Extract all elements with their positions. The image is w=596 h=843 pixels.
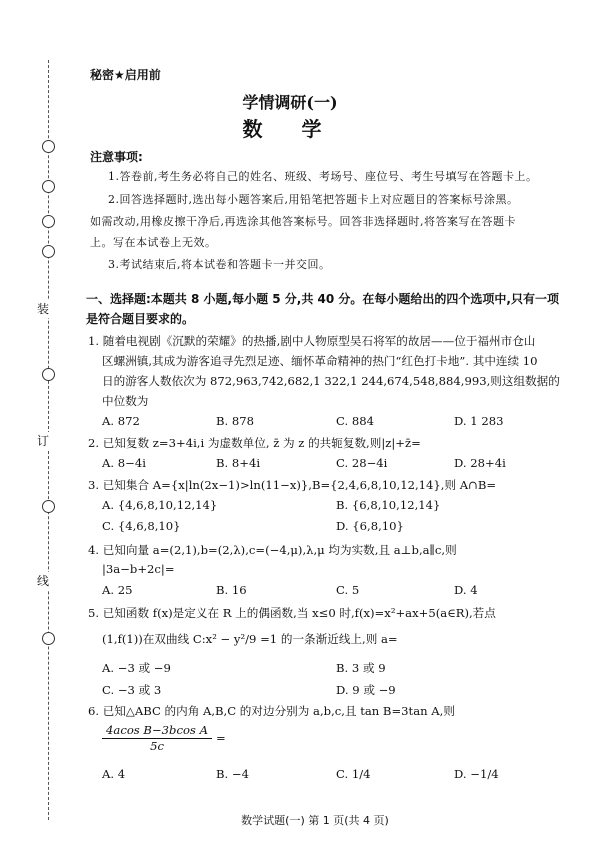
note-line: 上。写在本试卷上无效。 bbox=[90, 236, 217, 249]
section-heading: 是符合题目要求的。 bbox=[86, 312, 195, 326]
question-3-option-c: C. {4,6,8,10} bbox=[102, 519, 181, 533]
question-2-option-d: D. 28+4i bbox=[454, 456, 506, 470]
binding-margin bbox=[0, 0, 80, 843]
note-line: 2.回答选择题时,选出每小题答案后,用铅笔把答题卡上对应题目的答案标号涂黑。 bbox=[108, 193, 519, 206]
binding-hole bbox=[42, 368, 55, 381]
note-line: 如需改动,用橡皮擦干净后,再选涂其他答案标号。回答非选择题时,将答案写在答题卡 bbox=[90, 215, 516, 228]
binding-hole bbox=[42, 140, 55, 153]
question-2-option-c: C. 28−4i bbox=[336, 456, 388, 470]
question-1-text: 区螺洲镇,其成为游客追寻先烈足迹、缅怀革命精神的热门“红色打卡地”. 其中连续 10 bbox=[102, 354, 538, 368]
question-1-option-c: C. 884 bbox=[336, 414, 374, 428]
binding-hole bbox=[42, 632, 55, 645]
question-5-option-c: C. −3 或 3 bbox=[102, 683, 162, 697]
binding-char-zhuang: 装 bbox=[37, 302, 50, 316]
question-1-option-b: B. 878 bbox=[216, 414, 255, 428]
page-footer: 数学试题(一) 第 1 页(共 4 页) bbox=[241, 814, 389, 827]
question-1-text: 1. 随着电视剧《沉默的荣耀》的热播,剧中人物原型吴石将军的故居——位于福州市仓山 bbox=[88, 334, 536, 348]
section-heading: 一、选择题:本题共 8 小题,每小题 5 分,共 40 分。在每小题给出的四个选项中,只有一项 bbox=[86, 292, 559, 306]
question-6-option-d: D. −1/4 bbox=[454, 767, 499, 781]
binding-char-ding: 订 bbox=[37, 434, 50, 448]
question-1-option-a: A. 872 bbox=[102, 414, 140, 428]
question-3-text: 3. 已知集合 A={x|ln(2x−1)>ln(11−x)},B={2,4,6,8,10,12,14},则 A∩B= bbox=[88, 478, 497, 492]
question-3-option-d: D. {6,8,10} bbox=[336, 519, 404, 533]
question-1-text: 中位数为 bbox=[102, 394, 149, 408]
question-2-text: 2. 已知复数 z=3+4i,i 为虚数单位, z̄ 为 z 的共轭复数,则|z|+z̄= bbox=[88, 436, 421, 450]
question-6-denominator: 5c bbox=[150, 739, 164, 753]
question-1-option-d: D. 1 283 bbox=[454, 414, 504, 428]
question-4-text: |3a−b+2c|= bbox=[102, 562, 175, 576]
question-2-option-b: B. 8+4i bbox=[216, 456, 261, 470]
exam-title: 学情调研(一) bbox=[242, 93, 338, 112]
question-4-option-c: C. 5 bbox=[336, 583, 360, 597]
note-line: 3.考试结束后,将本试卷和答题卡一并交回。 bbox=[108, 258, 331, 271]
question-5-text: (1,f(1))在双曲线 C:x² − y²/9 =1 的一条渐近线上,则 a= bbox=[102, 632, 398, 646]
question-6-numerator: 4acos B−3bcos A bbox=[102, 723, 212, 739]
binding-hole bbox=[42, 245, 55, 258]
question-6-option-a: A. 4 bbox=[102, 767, 126, 781]
question-4-option-b: B. 16 bbox=[216, 583, 247, 597]
question-6-equals: = bbox=[216, 731, 226, 745]
subject-title: 数 学 bbox=[242, 117, 338, 141]
binding-hole bbox=[42, 180, 55, 193]
question-3-option-b: B. {6,8,10,12,14} bbox=[336, 498, 441, 512]
question-6-fraction bbox=[102, 723, 212, 753]
question-5-option-a: A. −3 或 −9 bbox=[102, 661, 171, 675]
question-6-option-c: C. 1/4 bbox=[336, 767, 371, 781]
question-4-option-d: D. 4 bbox=[454, 583, 478, 597]
question-6-option-b: B. −4 bbox=[216, 767, 249, 781]
question-5-text: 5. 已知函数 f(x)是定义在 R 上的偶函数,当 x≤0 时,f(x)=x²+ax+5(a∈R),若点 bbox=[88, 606, 496, 620]
question-5-option-d: D. 9 或 −9 bbox=[336, 683, 396, 697]
binding-char-xian: 线 bbox=[37, 574, 50, 588]
binding-hole bbox=[42, 215, 55, 228]
note-line: 1.答卷前,考生务必将自己的姓名、班级、考场号、座位号、考生号填写在答题卡上。 bbox=[108, 170, 538, 183]
notes-heading: 注意事项: bbox=[90, 150, 143, 164]
question-4-option-a: A. 25 bbox=[102, 583, 133, 597]
binding-hole bbox=[42, 500, 55, 513]
question-2-option-a: A. 8−4i bbox=[102, 456, 146, 470]
question-6-text: 6. 已知△ABC 的内角 A,B,C 的对边分别为 a,b,c,且 tan B=3tan A,则 bbox=[88, 704, 455, 718]
question-4-text: 4. 已知向量 a=(2,1),b=(2,λ),c=(−4,μ),λ,μ 均为实数,且 a⊥b,a∥c,则 bbox=[88, 543, 457, 557]
question-3-option-a: A. {4,6,8,10,12,14} bbox=[102, 498, 218, 512]
secret-label: 秘密★启用前 bbox=[90, 68, 161, 82]
question-1-text: 日的游客人数依次为 872,963,742,682,1 322,1 244,674,548,884,993,则这组数据的 bbox=[102, 374, 560, 388]
question-5-option-b: B. 3 或 9 bbox=[336, 661, 386, 675]
